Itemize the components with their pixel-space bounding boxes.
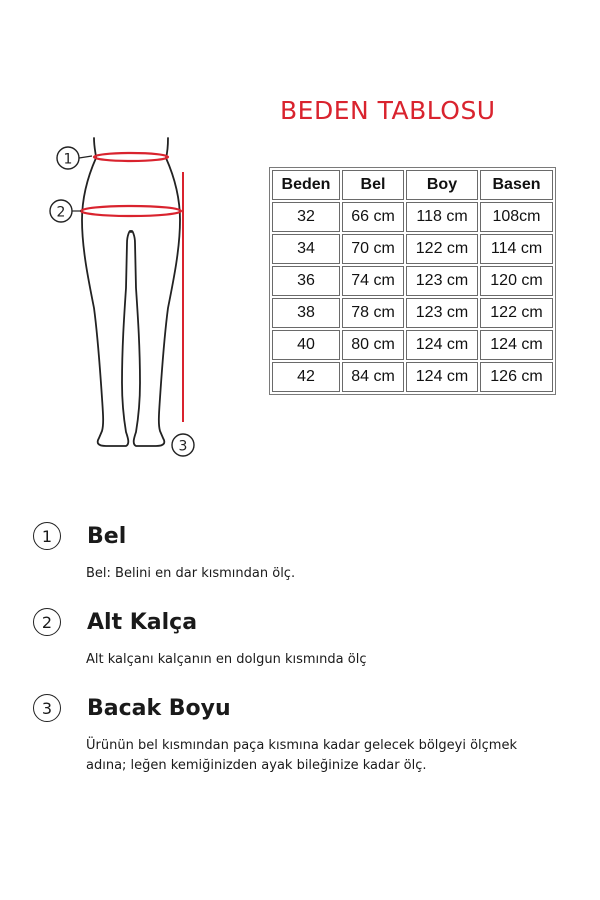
marker-3-label: 3 xyxy=(178,438,188,455)
header-bel: Bel xyxy=(342,170,404,200)
section-number-icon: 3 xyxy=(33,694,61,722)
cell-basen: 124 cm xyxy=(480,330,553,360)
table-row xyxy=(272,234,553,264)
cell-beden: 40 xyxy=(272,330,340,360)
cell-boy: 118 cm xyxy=(406,202,478,232)
cell-boy: 123 cm xyxy=(406,266,478,296)
cell-beden: 32 xyxy=(272,202,340,232)
cell-basen: 114 cm xyxy=(480,234,553,264)
table-row xyxy=(272,362,553,392)
cell-boy: 124 cm xyxy=(406,330,478,360)
hip-band xyxy=(81,206,181,216)
section-title: Bel xyxy=(87,523,127,549)
section-description: Alt kalçanı kalçanın en dolgun kısmında ölç xyxy=(86,652,367,667)
cell-bel: 78 cm xyxy=(342,298,404,328)
section-number-icon: 1 xyxy=(33,522,61,550)
legs-measurement-figure xyxy=(44,128,219,468)
size-table xyxy=(269,167,556,395)
cell-bel: 70 cm xyxy=(342,234,404,264)
table-row xyxy=(272,202,553,232)
table-header-row xyxy=(272,170,553,200)
cell-beden: 36 xyxy=(272,266,340,296)
cell-bel: 74 cm xyxy=(342,266,404,296)
cell-bel: 66 cm xyxy=(342,202,404,232)
waist-band xyxy=(94,153,168,161)
header-beden: Beden xyxy=(272,170,340,200)
cell-bel: 84 cm xyxy=(342,362,404,392)
section-alt-kalca xyxy=(33,604,573,670)
section-description: Bel: Belini en dar kısmından ölç. xyxy=(86,566,296,581)
marker-1-label: 1 xyxy=(63,151,73,168)
table-row xyxy=(272,298,553,328)
marker-1-icon xyxy=(57,147,79,169)
table-row xyxy=(272,266,553,296)
section-number-icon: 2 xyxy=(33,608,61,636)
cell-basen: 120 cm xyxy=(480,266,553,296)
cell-boy: 123 cm xyxy=(406,298,478,328)
section-title: Alt Kalça xyxy=(87,609,198,635)
cell-boy: 124 cm xyxy=(406,362,478,392)
header-boy: Boy xyxy=(406,170,478,200)
cell-beden: 42 xyxy=(272,362,340,392)
cell-beden: 34 xyxy=(272,234,340,264)
marker-2-icon xyxy=(50,200,72,222)
cell-basen: 126 cm xyxy=(480,362,553,392)
marker-3-icon xyxy=(172,434,194,456)
cell-basen: 122 cm xyxy=(480,298,553,328)
cell-beden: 38 xyxy=(272,298,340,328)
section-title: Bacak Boyu xyxy=(87,695,231,721)
section-bacak-boyu xyxy=(33,690,573,776)
marker-2-label: 2 xyxy=(56,204,66,221)
cell-boy: 122 cm xyxy=(406,234,478,264)
section-description: Ürünün bel kısmından paça kısmına kadar gelecek bölgeyi ölçmek adına; leğen kemiğinizden ayak bileğinize kadar ölç. xyxy=(86,738,517,773)
cell-basen: 108cm xyxy=(480,202,553,232)
page-title: BEDEN TABLOSU xyxy=(280,96,496,125)
cell-bel: 80 cm xyxy=(342,330,404,360)
table-row xyxy=(272,330,553,360)
header-basen: Basen xyxy=(480,170,553,200)
section-bel xyxy=(33,518,573,584)
legs-outline-icon xyxy=(82,138,180,446)
